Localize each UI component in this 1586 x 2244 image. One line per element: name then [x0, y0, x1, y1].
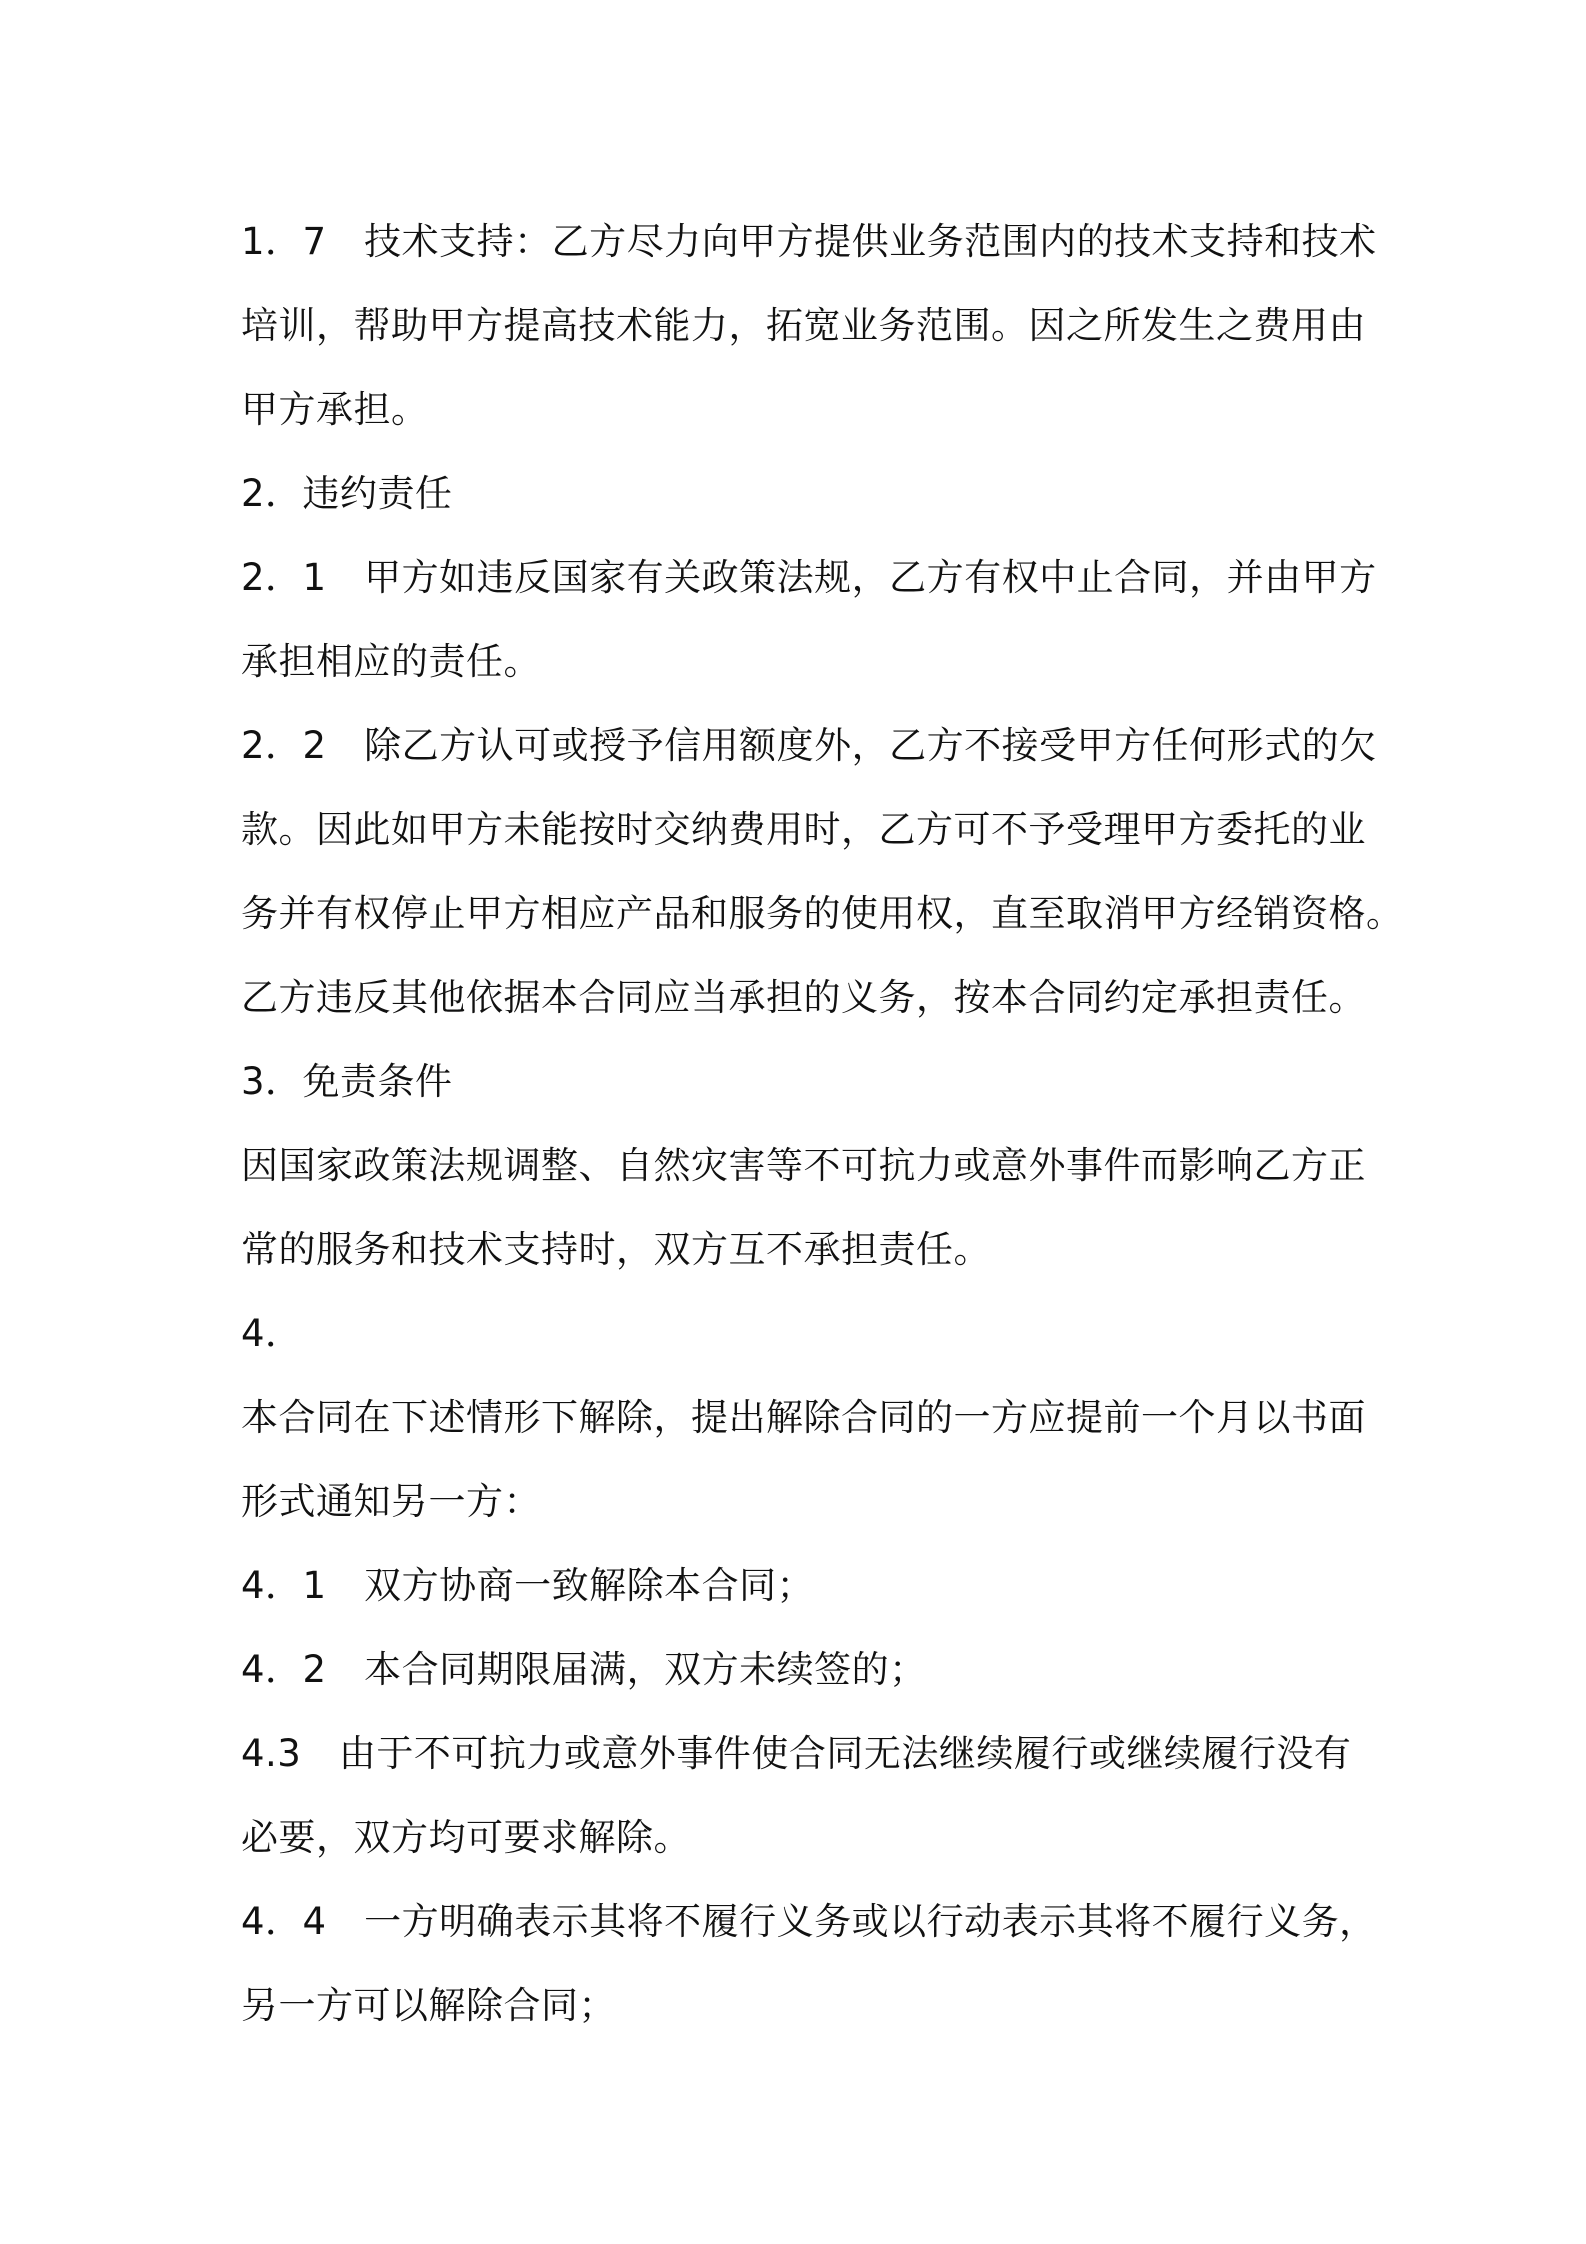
section-3-heading: 3．免责条件 [241, 1060, 453, 1103]
clause-4-3-line-1: 4.3 由于不可抗力或意外事件使合同无法继续履行或继续履行没有 [241, 1732, 1352, 1775]
document-page [241, 200, 1404, 2048]
clause-2-2-line-3: 务并有权停止甲方相应产品和服务的使用权，直至取消甲方经销资格。 [241, 892, 1404, 935]
section-4-heading: 4． [241, 1312, 303, 1355]
section-4-intro-line-1: 本合同在下述情形下解除，提出解除合同的一方应提前一个月以书面 [241, 1396, 1366, 1439]
clause-2-1-line-1: 2．1 甲方如违反国家有关政策法规，乙方有权中止合同，并由甲方 [241, 556, 1377, 599]
section-4-intro-line-2: 形式通知另一方： [241, 1480, 541, 1523]
section-3-line-1: 因国家政策法规调整、自然灾害等不可抗力或意外事件而影响乙方正 [241, 1144, 1366, 1187]
section-2-heading: 2．违约责任 [241, 472, 453, 515]
clause-2-2-line-2: 款。因此如甲方未能按时交纳费用时，乙方可不予受理甲方委托的业 [241, 808, 1366, 851]
clause-2-2-line-4: 乙方违反其他依据本合同应当承担的义务，按本合同约定承担责任。 [241, 976, 1366, 1019]
clause-4-1: 4．1 双方协商一致解除本合同； [241, 1564, 815, 1607]
clause-1-7-line-2: 培训，帮助甲方提高技术能力，拓宽业务范围。因之所发生之费用由 [241, 304, 1366, 347]
clause-4-3-line-2: 必要，双方均可要求解除。 [241, 1816, 691, 1859]
clause-4-4-line-1: 4．4 一方明确表示其将不履行义务或以行动表示其将不履行义务， [241, 1900, 1377, 1943]
clause-4-4-line-2: 另一方可以解除合同； [241, 1984, 616, 2027]
clause-4-2: 4．2 本合同期限届满，双方未续签的； [241, 1648, 927, 1691]
clause-2-1-line-2: 承担相应的责任。 [241, 640, 541, 683]
section-3-line-2: 常的服务和技术支持时，双方互不承担责任。 [241, 1228, 991, 1271]
clause-1-7-line-3: 甲方承担。 [241, 388, 429, 431]
clause-2-2-line-1: 2．2 除乙方认可或授予信用额度外，乙方不接受甲方任何形式的欠 [241, 724, 1377, 767]
clause-1-7-line-1: 1．7 技术支持：乙方尽力向甲方提供业务范围内的技术支持和技术 [241, 220, 1377, 263]
